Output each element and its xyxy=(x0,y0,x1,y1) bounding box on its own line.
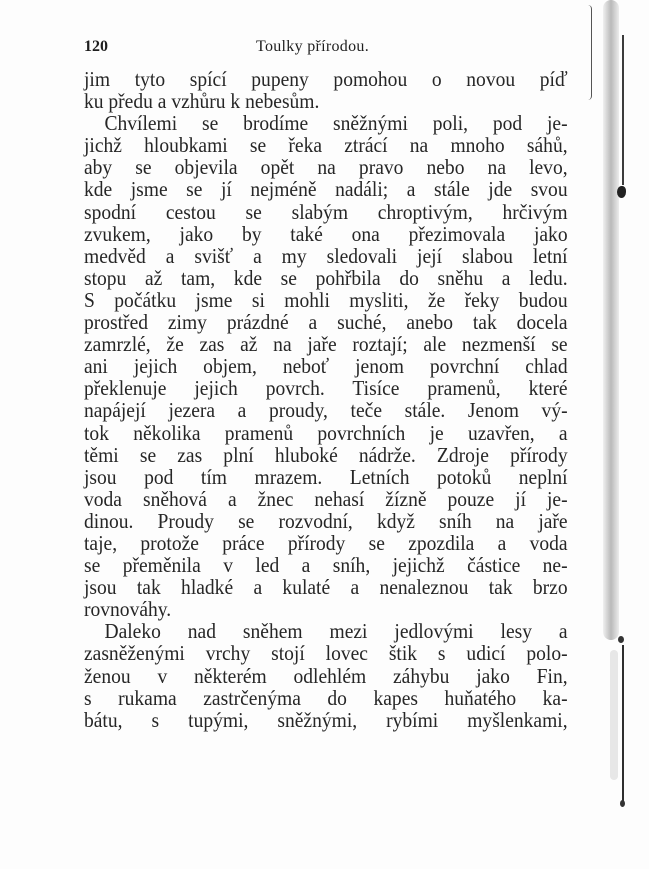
text-line: bátu, s tupými, sněžnými, rybími myšlenkami, xyxy=(84,707,568,732)
text-line: ku předu a vzhůru k nebesům. xyxy=(84,89,320,114)
text-line: zasněženými vrchy stojí lovec štik s udicí polo- xyxy=(84,641,568,666)
text-line: S počátku jsme si mohli mysliti, že řeky budou xyxy=(84,287,568,312)
text-line: prostřed zimy prázdné a suché, anebo tak docela xyxy=(84,310,568,335)
text-line: zamrzlé, že zas až na jaře roztají; ale nezmenší se xyxy=(84,332,568,357)
text-line: aby se objevila opět na pravo nebo na levo, xyxy=(84,155,568,180)
paragraph-start-line: Chvílemi se brodíme sněžnými poli, pod je- xyxy=(104,111,568,136)
scan-edge-mark xyxy=(620,800,625,807)
text-line: zvukem, jako by také ona přezimovala jako xyxy=(84,221,568,246)
text-line: stopu až tam, kde se pohřbila do sněhu a ledu. xyxy=(84,265,568,290)
scan-edge-mark xyxy=(618,636,624,643)
text-line: jichž hloubkami se řeka ztrácí na mnoho sáhů, xyxy=(84,133,568,158)
scan-edge-mark xyxy=(588,5,592,100)
scan-edge-mark xyxy=(622,35,624,185)
text-line: dinou. Proudy se rozvodní, když sníh na jaře xyxy=(84,508,568,533)
text-line: jsou pod tím mrazem. Letních potoků neplní xyxy=(84,464,568,489)
body-text xyxy=(84,68,568,731)
text-line: ani jejich objem, neboť jenom povrchní chlad xyxy=(84,354,568,379)
scan-gutter-shadow xyxy=(603,0,619,640)
text-line: medvěd a svišť a my sledovali její slabou letní xyxy=(84,243,568,268)
page-number: 120 xyxy=(84,38,108,55)
scan-edge-mark xyxy=(617,186,626,198)
text-line: ženou v některém odlehlém záhybu jako Fin, xyxy=(84,663,568,688)
text-line: jim tyto spící pupeny pomohou o novou píď xyxy=(84,67,568,91)
text-line: jsou tak hladké a kulaté a nenaleznou tak brzo xyxy=(84,575,568,600)
text-line: taje, protože práce přírody se zpozdila a voda xyxy=(84,530,568,555)
paragraph-start-line: Daleko nad sněhem mezi jedlovými lesy a xyxy=(104,619,568,644)
scan-gutter-shadow xyxy=(610,650,618,780)
text-line: voda sněhová a žnec nehasí žízně pouze jí je- xyxy=(84,486,568,511)
text-line: tok několika pramenů povrchních je uzavřen, a xyxy=(84,420,568,445)
text-line: s rukama zastrčenýma do kapes huňatého ka- xyxy=(84,685,568,710)
text-line: těmi se zas plní hluboké nádrže. Zdroje přírody xyxy=(84,442,568,467)
text-line: rovnováhy. xyxy=(84,597,172,622)
text-line: napájejí jezera a proudy, teče stále. Jenom vý- xyxy=(84,398,568,423)
text-line: kde jsme se jí nejméně nadáli; a stále jde svou xyxy=(84,177,568,202)
text-line: se přeměnila v led a sníh, jejichž částice ne- xyxy=(84,553,568,578)
running-title: Toulky přírodou. xyxy=(256,38,370,55)
text-line: překlenuje jejich povrch. Tisíce pramenů, které xyxy=(84,376,568,401)
scan-edge-mark xyxy=(622,645,624,805)
page-header xyxy=(84,38,560,60)
text-line: spodní cestou se slabým chroptivým, hrčivým xyxy=(84,199,568,224)
